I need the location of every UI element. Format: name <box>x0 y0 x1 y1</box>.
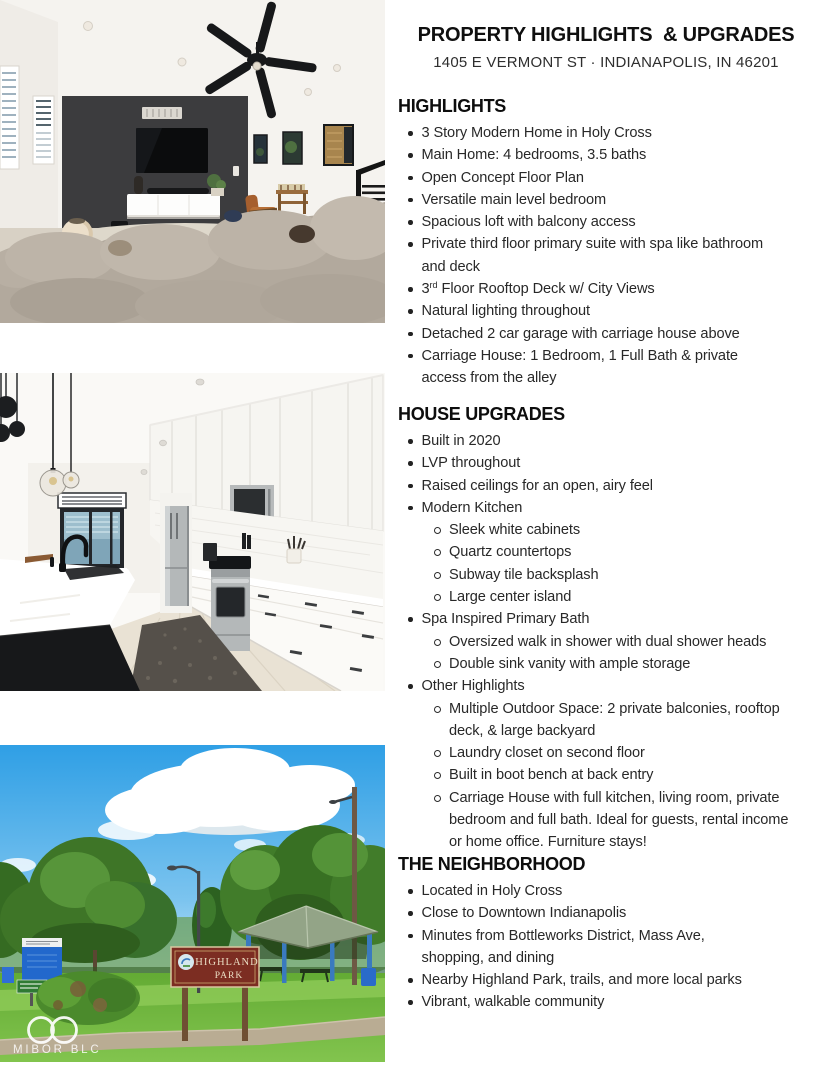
list-item-text: Sleek white cabinets <box>449 522 581 539</box>
house-upgrades-list <box>398 430 818 854</box>
circle-bullet-icon <box>434 594 441 601</box>
park-scene <box>0 745 385 1062</box>
refrigerator <box>160 493 192 613</box>
soundbar <box>147 188 209 194</box>
dot-bullet-icon <box>408 506 413 511</box>
list-item <box>398 925 818 970</box>
list-item <box>398 787 818 854</box>
list-item <box>398 475 818 497</box>
list-item-text: Quartz countertops <box>449 544 572 561</box>
circle-bullet-icon <box>434 661 441 668</box>
list-item-text: LVP throughout <box>421 455 521 472</box>
list-item <box>398 122 818 144</box>
list-item <box>398 631 818 653</box>
section-highlights <box>398 95 818 390</box>
dot-bullet-icon <box>408 684 413 689</box>
dot-bullet-icon <box>408 153 413 158</box>
list-item <box>398 608 818 630</box>
list-item <box>398 497 818 519</box>
dot-bullet-icon <box>408 461 413 466</box>
section-neighborhood <box>398 853 818 1014</box>
dot-bullet-icon <box>408 354 413 359</box>
photo-highland-park <box>0 745 385 1062</box>
list-item <box>398 586 818 608</box>
throw-pillow <box>224 210 242 222</box>
list-item <box>398 541 818 563</box>
list-item-text: Minutes from Bottleworks District, Mass Ave, shopping, and dining <box>421 927 705 966</box>
dot-bullet-icon <box>408 617 413 622</box>
list-item-text: Carriage House: 1 Bedroom, 1 Full Bath & private access from the alley <box>421 347 738 387</box>
list-item-text: Modern Kitchen <box>421 499 523 516</box>
list-item-text: Detached 2 car garage with carriage house above <box>421 325 740 342</box>
list-item-text: Natural lighting throughout <box>421 303 590 320</box>
list-item <box>398 300 818 322</box>
highlights-heading: HIGHLIGHTS <box>398 96 506 116</box>
dot-bullet-icon <box>408 198 413 203</box>
circle-bullet-icon <box>434 795 441 802</box>
list-item <box>398 564 818 586</box>
list-item <box>398 653 818 675</box>
dot-bullet-icon <box>408 911 413 916</box>
list-item-text: Large center island <box>449 589 572 606</box>
living-room-scene <box>0 0 385 323</box>
list-item-text: Built in boot bench at back entry <box>449 767 654 784</box>
dot-bullet-icon <box>408 220 413 225</box>
list-item <box>398 278 818 300</box>
list-item <box>398 452 818 474</box>
sign-text-line1: HIGHLAND <box>195 957 259 968</box>
list-item-text: Vibrant, walkable community <box>421 994 605 1011</box>
shuttered-window <box>33 96 54 164</box>
list-item-text: Built in 2020 <box>421 433 501 449</box>
list-item <box>398 902 818 924</box>
list-item-text: Nearby Highland Park, trails, and more local parks <box>421 972 742 989</box>
list-item <box>398 189 818 211</box>
list-item-text: Spa Inspired Primary Bath <box>421 611 590 628</box>
list-item-text: Carriage House with full kitchen, living room, private bedroom and full bath. Ideal for guests, rental income or home office. Furniture stays! <box>449 789 789 851</box>
list-item-text: Raised ceilings for an open, airy feel <box>421 477 653 494</box>
watermark-text: MIBOR BLC <box>13 1044 102 1056</box>
neighborhood-list <box>398 880 818 1014</box>
house-upgrades-heading: HOUSE UPGRADES <box>398 404 565 424</box>
list-item-text: Versatile main level bedroom <box>421 191 607 208</box>
grinder <box>242 533 246 549</box>
list-item <box>398 430 818 452</box>
list-item-text: Open Concept Floor Plan <box>421 169 584 186</box>
list-item <box>398 969 818 991</box>
list-item <box>398 345 818 390</box>
list-item <box>398 742 818 764</box>
list-item <box>398 144 818 166</box>
dot-bullet-icon <box>408 934 413 939</box>
page-title: PROPERTY HIGHLIGHTS & UPGRADES <box>417 24 795 46</box>
vase <box>134 176 143 194</box>
circle-bullet-icon <box>434 572 441 579</box>
property-address: 1405 E VERMONT ST · INDIANAPOLIS, IN 46201 <box>433 54 779 71</box>
list-item-text: Located in Holy Cross <box>421 883 563 899</box>
coffee-maker <box>203 543 217 561</box>
list-item <box>398 233 818 278</box>
circle-bullet-icon <box>434 750 441 757</box>
list-item-text: Main Home: 4 bedrooms, 3.5 baths <box>421 147 647 164</box>
circle-bullet-icon <box>434 527 441 534</box>
kitchen-scene <box>0 373 385 691</box>
list-item <box>398 991 818 1013</box>
photo-living-room <box>0 0 385 323</box>
list-item <box>398 519 818 541</box>
list-item-text: 3 Story Modern Home in Holy Cross <box>421 125 652 141</box>
highlights-list <box>398 122 818 390</box>
dot-bullet-icon <box>408 1000 413 1005</box>
dot-bullet-icon <box>408 978 413 983</box>
photo-kitchen <box>0 373 385 691</box>
dot-bullet-icon <box>408 332 413 337</box>
list-item-text: Double sink vanity with ample storage <box>449 655 691 672</box>
flyer-header <box>396 24 816 71</box>
list-item <box>398 323 818 345</box>
shuttered-window <box>0 66 19 169</box>
dot-bullet-icon <box>408 131 413 136</box>
throw-pillow <box>108 240 132 256</box>
media-console <box>127 194 220 219</box>
list-item <box>398 675 818 697</box>
dot-bullet-icon <box>408 242 413 247</box>
list-item-text: Close to Downtown Indianapolis <box>421 905 627 922</box>
neighborhood-heading: THE NEIGHBORHOOD <box>398 854 586 874</box>
dot-bullet-icon <box>408 287 413 292</box>
wall-tv <box>136 128 208 173</box>
list-item <box>398 698 818 743</box>
dot-bullet-icon <box>408 309 413 314</box>
list-item <box>398 880 818 902</box>
dot-bullet-icon <box>408 484 413 489</box>
bush <box>36 971 140 1025</box>
list-item-text: Subway tile backsplash <box>449 566 599 583</box>
circle-bullet-icon <box>434 772 441 779</box>
sign-text-line2: PARK <box>214 971 244 981</box>
throw-pillow <box>289 225 315 243</box>
section-house-upgrades <box>398 403 818 854</box>
list-item <box>398 167 818 189</box>
circle-bullet-icon <box>434 639 441 646</box>
grinder <box>247 535 251 549</box>
list-item-text: 3rd Floor Rooftop Deck w/ City Views <box>421 280 655 298</box>
trash-barrel <box>361 968 376 986</box>
air-vent <box>142 107 182 119</box>
circle-bullet-icon <box>434 706 441 713</box>
circle-bullet-icon <box>434 549 441 556</box>
list-item-text: Multiple Outdoor Space: 2 private balconies, rooftop deck, & large backyard <box>449 700 780 739</box>
rear-window <box>57 493 127 572</box>
portable-toilet <box>2 967 14 983</box>
list-item-text: Laundry closet on second floor <box>449 745 645 762</box>
list-item-text: Private third floor primary suite with spa like bathroom and deck <box>421 236 764 275</box>
list-item-text: Spacious loft with balcony access <box>421 214 636 231</box>
list-item-text: Oversized walk in shower with dual shower heads <box>449 633 767 650</box>
dot-bullet-icon <box>408 176 413 181</box>
list-item <box>398 764 818 786</box>
dot-bullet-icon <box>408 439 413 444</box>
list-item <box>398 211 818 233</box>
list-item-text: Other Highlights <box>421 678 525 695</box>
dot-bullet-icon <box>408 889 413 894</box>
light-switch <box>233 166 239 176</box>
